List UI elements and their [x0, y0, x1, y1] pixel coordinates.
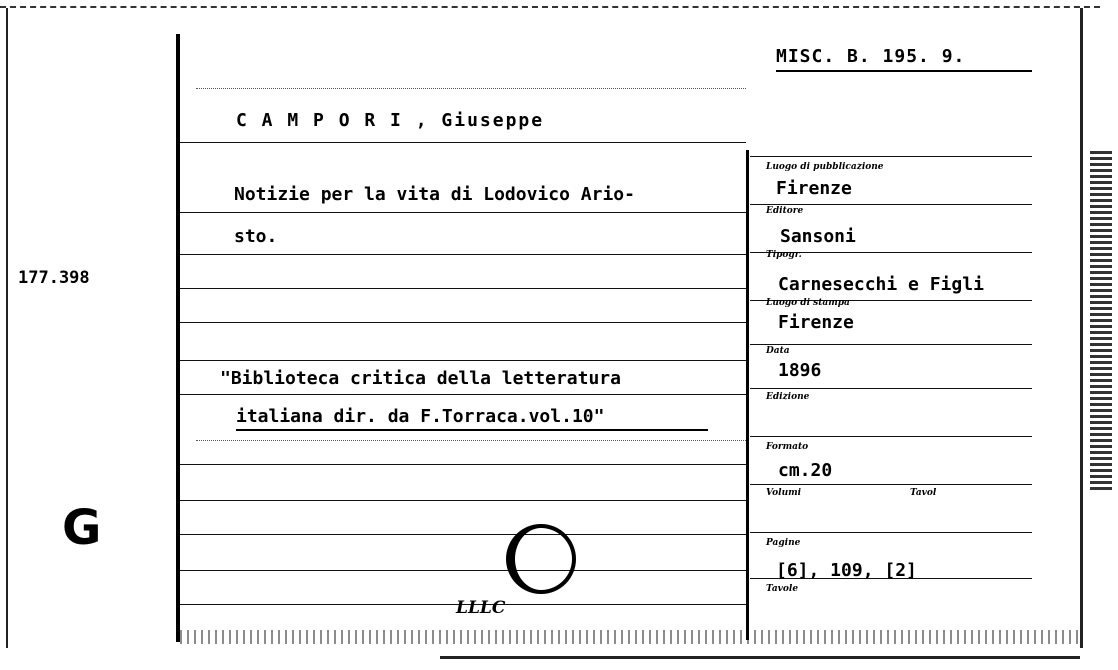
shelfmark: MISC. B. 195. 9.	[776, 46, 966, 67]
value-editore: Sansoni	[780, 226, 856, 247]
shelfmark-underline	[776, 70, 1032, 72]
label-tavole: Tavol	[910, 488, 937, 498]
ruled-line	[180, 142, 746, 143]
ruled-line	[180, 254, 746, 255]
card-right-edge	[1080, 8, 1083, 648]
field-line	[750, 388, 1032, 389]
series-underline	[236, 429, 708, 431]
ruled-line	[180, 360, 746, 361]
label-tavole-2: Tavole	[766, 584, 799, 594]
stamp-text: LLLC	[456, 598, 506, 618]
field-line	[750, 344, 1032, 345]
ruled-line	[180, 500, 746, 501]
card-bottom-edge	[440, 656, 1080, 659]
field-line	[750, 436, 1032, 437]
value-pagine: [6], 109, [2]	[776, 560, 917, 581]
column-rule	[746, 150, 749, 640]
card-left-edge	[6, 8, 8, 648]
value-data: 1896	[778, 360, 822, 381]
field-line	[750, 204, 1032, 205]
label-luogo-pubblicazione: Luogo di pubblicazione	[766, 162, 884, 172]
label-formato: Formato	[766, 442, 809, 452]
label-pagine: Pagine	[766, 538, 801, 548]
ruled-line	[180, 288, 746, 289]
ruled-line	[180, 394, 746, 395]
ruled-line	[180, 322, 746, 323]
accession-number: 177.398	[18, 268, 90, 288]
value-formato: cm.20	[778, 460, 833, 481]
ruled-line	[180, 464, 746, 465]
ruled-line	[180, 534, 746, 535]
series-line-2: italiana dir. da F.Torraca.vol.10"	[236, 406, 605, 427]
label-luogo-stampa: Luogo di stampa	[766, 298, 850, 308]
library-stamp	[506, 524, 576, 594]
label-editore: Editore	[766, 206, 804, 216]
field-line	[750, 156, 1032, 157]
series-line-1: "Biblioteca critica della letteratura	[220, 368, 621, 389]
dotted-line	[196, 440, 746, 441]
margin-rule	[176, 34, 180, 642]
scan-noise-right	[1090, 150, 1112, 490]
ruled-line	[180, 570, 746, 571]
label-data: Data	[766, 346, 790, 356]
value-luogo-pubblicazione: Firenze	[776, 178, 852, 199]
label-tipografo: Tipogr.	[766, 250, 802, 260]
author: C A M P O R I , Giuseppe	[236, 110, 545, 131]
value-luogo-stampa: Firenze	[778, 312, 854, 333]
value-tipografo: Carnesecchi e Figli	[778, 274, 984, 295]
index-letter: G	[62, 500, 102, 556]
ruled-line	[180, 212, 746, 213]
card-top-edge	[0, 6, 1100, 8]
field-line	[750, 484, 1032, 485]
scan-noise-bottom	[180, 630, 1080, 644]
title-line-2: sto.	[234, 226, 278, 247]
title-line-1: Notizie per la vita di Lodovico Ario-	[234, 184, 635, 205]
dotted-line	[196, 88, 746, 89]
field-line	[750, 532, 1032, 533]
label-edizione: Edizione	[766, 392, 810, 402]
label-volumi: Volumi	[766, 488, 802, 498]
